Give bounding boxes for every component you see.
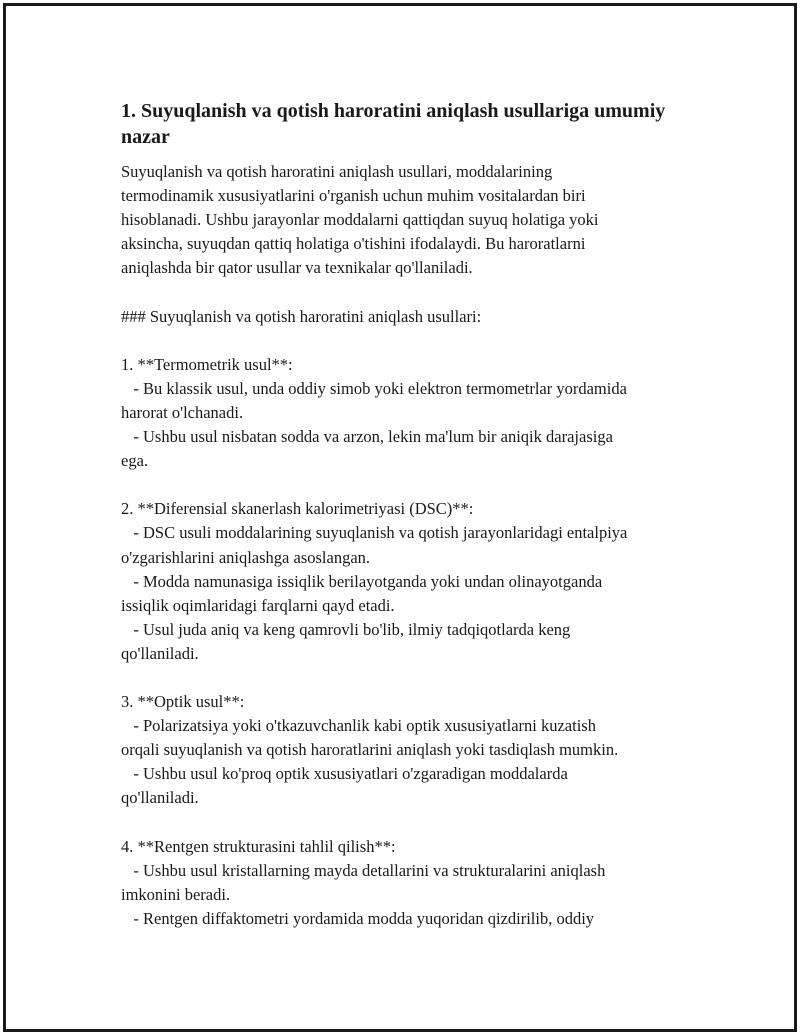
page-frame [3, 3, 797, 1032]
document-title: 1. Suyuqlanish va qotish haroratini aniqlash usullariga umumiy nazar [121, 100, 666, 148]
document-content [121, 98, 696, 931]
document-body: Suyuqlanish va qotish haroratini aniqlash usullari, moddalarining termodinamik xususiyatlarini o'rganish uchun muhim vositalardan biri hisoblanadi. Ushbu jarayonlar moddalarni qattiqdan suyuq holatiga yoki aksincha, suyuqdan qattiq holatiga o'tishini ifodalaydi. Bu haroratlarni aniqlashda bir qator usullar va texnikalar qo'llaniladi. ### Suyuqlanish va qotish haroratini aniqlash usullari: 1. **Termometrik usul**: - Bu klassik usul, unda oddiy simob yoki elektron termometrlar yordamida harorat o'lchanadi. - Ushbu usul nisbatan sodda va arzon, lekin ma'lum bir aniqik darajasiga ega. 2. **Diferensial skanerlash kalorimetriyasi (DSC)**: - DSC usuli moddalarining suyuqlanish va qotish jarayonlaridagi entalpiya o'zgarishlarini aniqlashga asoslangan. - Modda namunasiga issiqlik berilayotganda yoki undan olinayotganda issiqlik oqimlaridagi farqlarni qayd etadi. - Usul juda aniq va keng qamrovli bo'lib, ilmiy tadqiqotlarda keng qo'llaniladi. 3. **Optik usul**: - Polarizatsiya yoki o'tkazuvchanlik kabi optik xususiyatlarni kuzatish orqali suyuqlanish va qotish haroratlarini aniqlash yoki tasdiqlash mumkin. - Ushbu usul ko'proq optik xususiyatlari o'zgaradigan moddalarda qo'llaniladi. 4. **Rentgen strukturasini tahlil qilish**: - Ushbu usul kristallarning mayda detallarini va strukturalarini aniqlash imkonini beradi. - Rentgen diffaktometri yordamida modda yuqoridan qizdirilib, oddiy [121, 162, 628, 928]
